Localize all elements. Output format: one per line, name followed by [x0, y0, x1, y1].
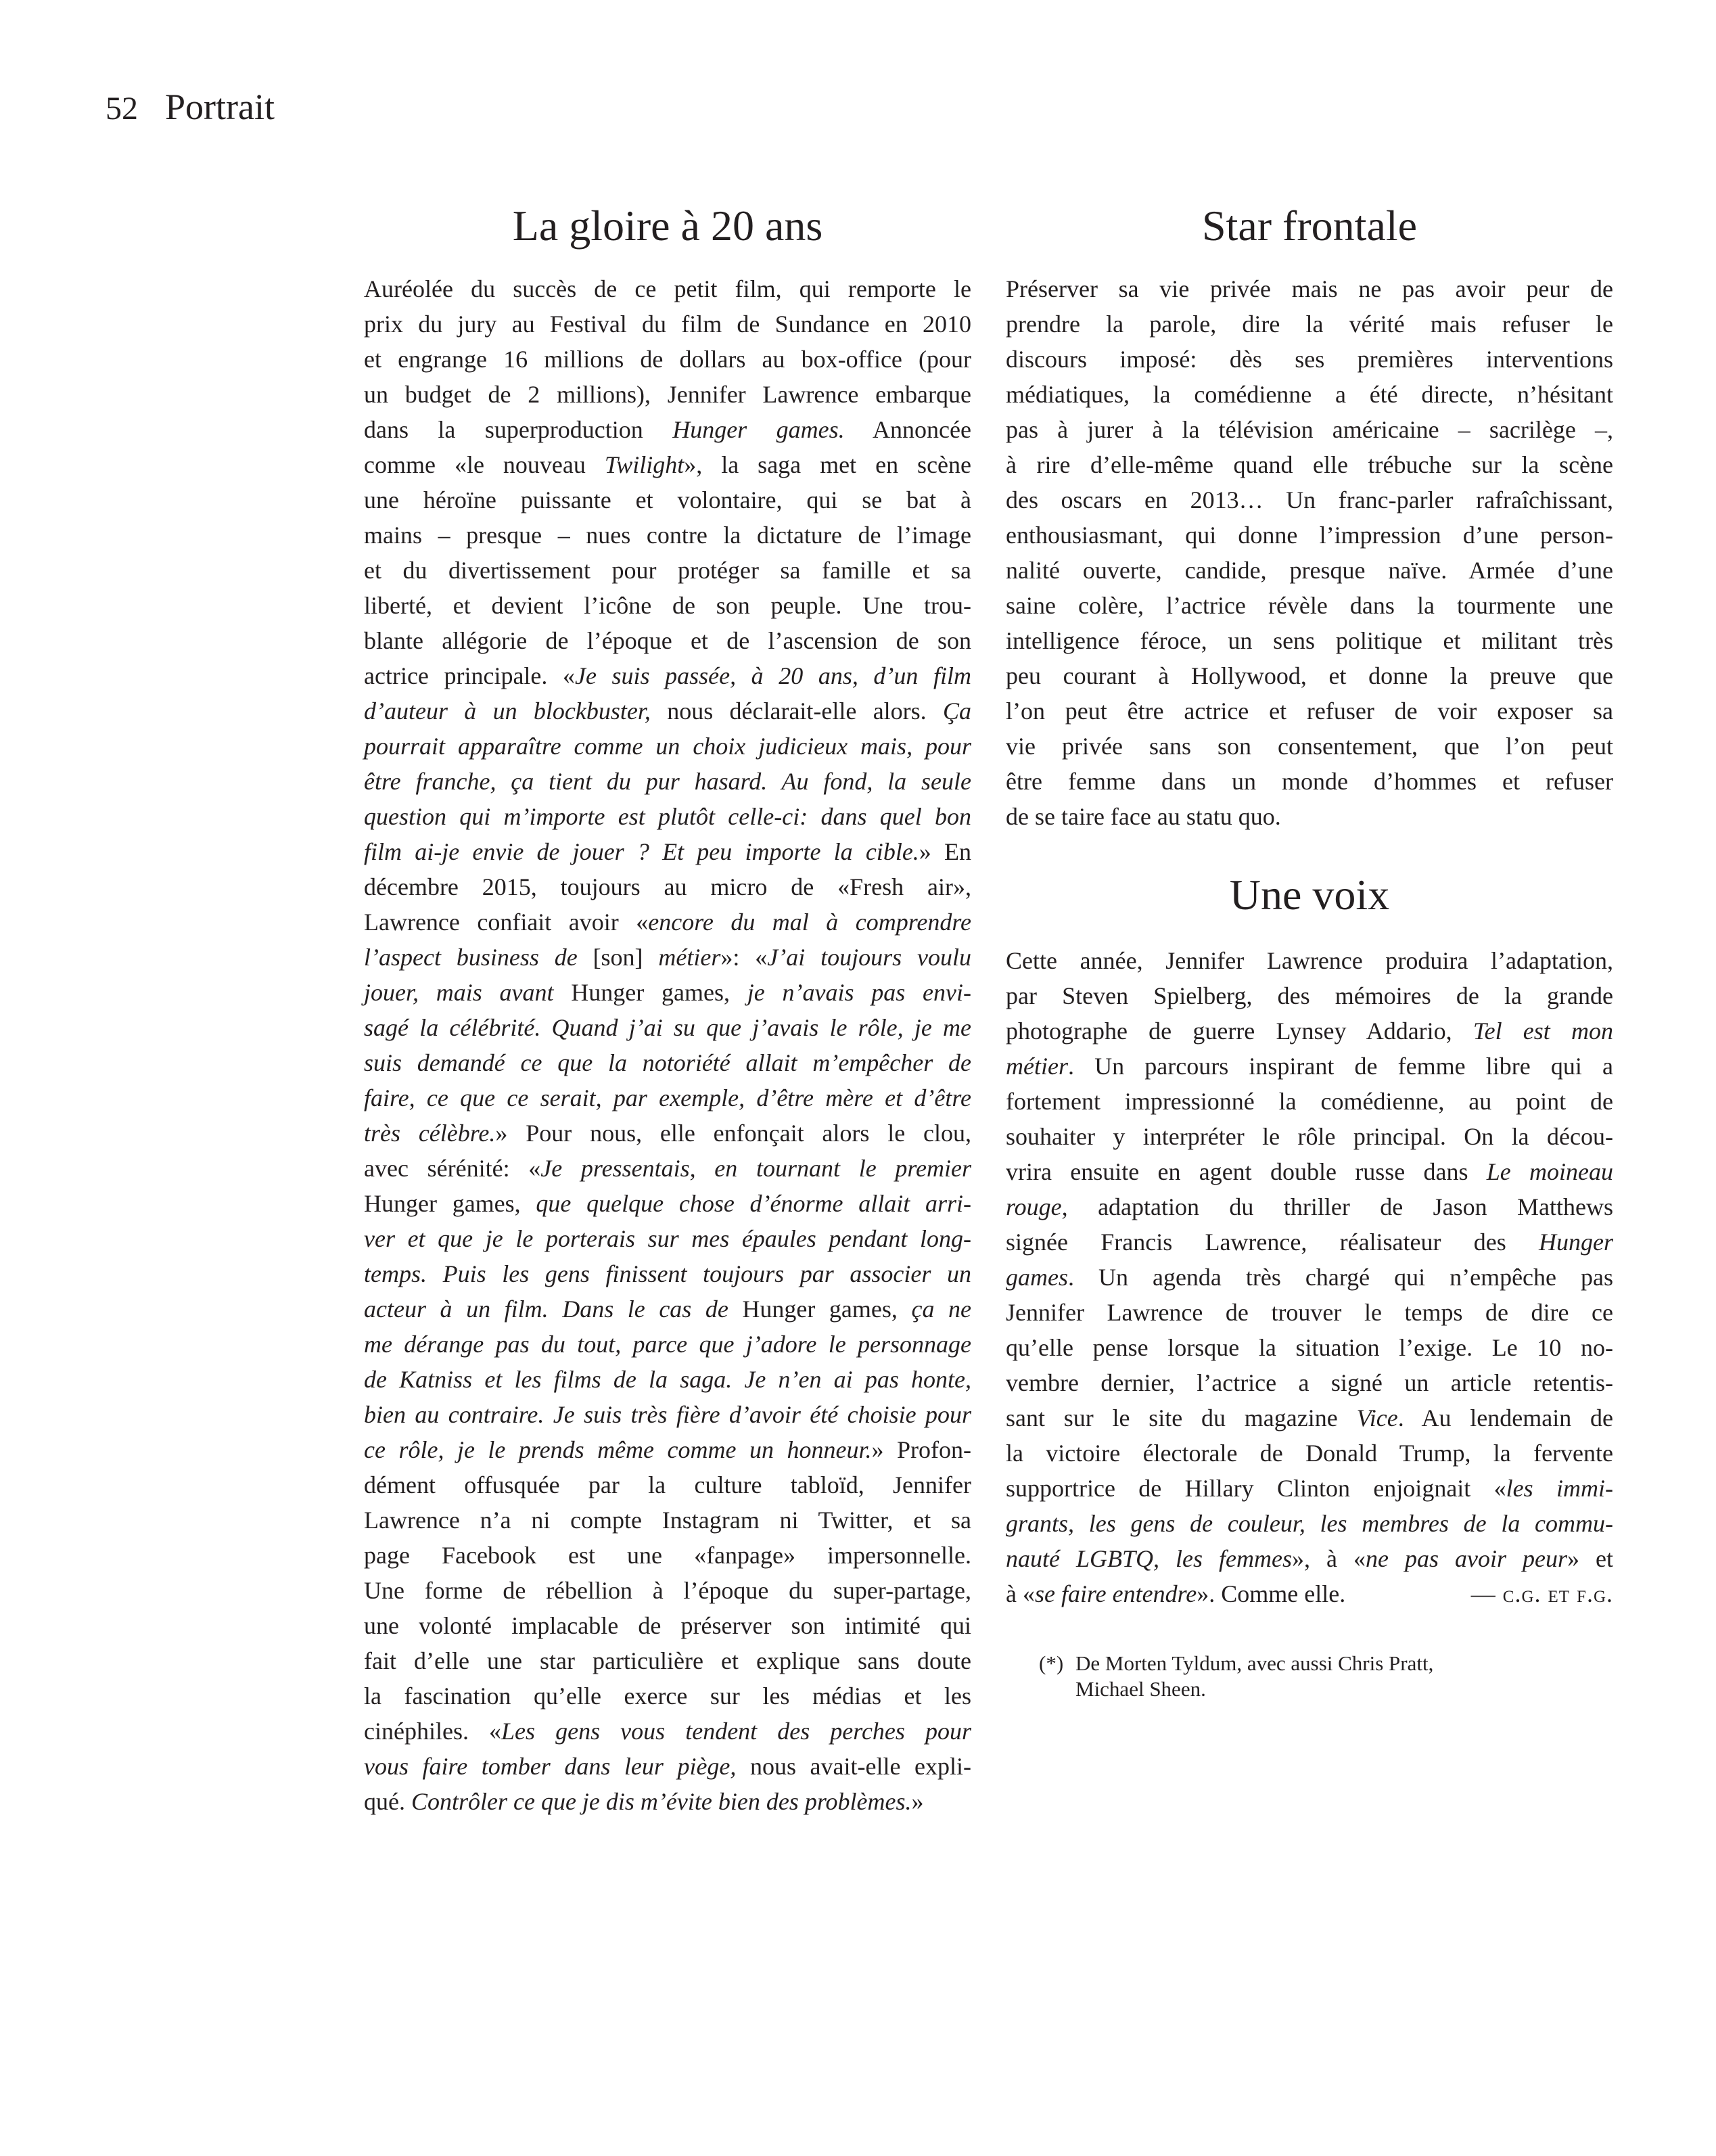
heading-la-gloire-a-20-ans: La gloire à 20 ans — [512, 202, 823, 250]
text-line: et engrange 16 millions de dollars au box-office (pour — [364, 346, 971, 373]
text-line: métier. Un parcours inspirant de femme libre qui a — [1006, 1053, 1613, 1080]
text-line: très célèbre.» Pour nous, elle enfonçait alors le clou, — [364, 1120, 971, 1147]
text-line: être franche, ça tient du pur hasard. Au fond, la seule — [364, 768, 971, 795]
page-number: 52 — [106, 91, 138, 127]
text-line: mains – presque – nues contre la dictature de l’image — [364, 522, 971, 549]
text-line: Jennifer Lawrence de trouver le temps de dire ce — [1006, 1299, 1613, 1326]
author-signature: — c.g. et f.g. — [1470, 1580, 1613, 1607]
text-line: des oscars en 2013… Un franc-parler rafraîchissant, — [1006, 486, 1613, 513]
text-line: nalité ouverte, candide, presque naïve. Armée d’une — [1006, 557, 1613, 584]
text-line: de se taire face au statu quo. — [1006, 803, 1281, 830]
footnote — [1039, 1651, 1512, 1702]
text-line: de Katniss et les films de la saga. Je n’en ai pas honte, — [364, 1366, 971, 1393]
text-line: Auréolée du succès de ce petit film, qui remporte le — [364, 275, 971, 302]
text-line: signée Francis Lawrence, réalisateur des Hunger — [1006, 1229, 1613, 1256]
text-line: suis demandé ce que la notoriété allait m’empêcher de — [364, 1049, 971, 1076]
text-line: souhaiter y interpréter le rôle principal. On la décou- — [1006, 1123, 1613, 1150]
text-line: liberté, et devient l’icône de son peuple. Une trou- — [364, 592, 971, 619]
text-line: games. Un agenda très chargé qui n’empêche pas — [1006, 1264, 1613, 1291]
footnote-line: Michael Sheen. — [1075, 1677, 1206, 1701]
text-line: prendre la parole, dire la vérité mais refuser le — [1006, 311, 1613, 338]
text-line: cinéphiles. «Les gens vous tendent des perches pour — [364, 1718, 971, 1745]
footnote-marker: (*) — [1039, 1651, 1064, 1675]
text-line: nauté LGBTQ, les femmes», à «ne pas avoir peur» et — [1006, 1545, 1613, 1572]
article-body-une-voix — [1006, 943, 1613, 1576]
text-line: pourrait apparaître comme un choix judicieux mais, pour — [364, 733, 971, 760]
text-line: médiatiques, la comédienne a été directe, n’hésitant — [1006, 381, 1613, 408]
text-line: l’on peut être actrice et refuser de voir exposer sa — [1006, 697, 1613, 725]
text-line: un budget de 2 millions), Jennifer Lawrence embarque — [364, 381, 971, 408]
text-line: dans la superproduction Hunger games. Annoncée — [364, 416, 971, 443]
text-line: page Facebook est une «fanpage» impersonnelle. — [364, 1542, 971, 1569]
text-line: et du divertissement pour protéger sa famille et sa — [364, 557, 971, 584]
text-line: ce rôle, je le prends même comme un honneur.» Profon- — [364, 1436, 971, 1463]
article-body-la-gloire — [364, 271, 971, 1819]
text-line: question qui m’importe est plutôt celle-ci: dans quel bon — [364, 803, 971, 830]
text-line: une héroïne puissante et volontaire, qui se bat à — [364, 486, 971, 513]
text-line: qu’elle pense lorsque la situation l’exige. Le 10 no- — [1006, 1334, 1613, 1361]
section-title: Portrait — [165, 87, 275, 127]
text-line: qué. Contrôler ce que je dis m’évite bien des problèmes.» — [364, 1788, 924, 1815]
text-line: vembre dernier, l’actrice a signé un article retentis- — [1006, 1369, 1613, 1396]
text-line: blante allégorie de l’époque et de l’ascension de son — [364, 627, 971, 654]
text-line: enthousiasmant, qui donne l’impression d’une person- — [1006, 522, 1613, 549]
text-line: la victoire électorale de Donald Trump, la fervente — [1006, 1440, 1613, 1467]
text-line: sant sur le site du magazine Vice. Au lendemain de — [1006, 1404, 1613, 1431]
text-line: vie privée sans son consentement, que l’on peut — [1006, 733, 1613, 760]
footnote-line: De Morten Tyldum, avec aussi Chris Pratt, — [1075, 1651, 1434, 1675]
text-line: une volonté implacable de préserver son intimité qui — [364, 1612, 971, 1639]
text-line: pas à jurer à la télévision américaine – sacrilège –, — [1006, 416, 1613, 443]
text-line: sagé la célébrité. Quand j’ai su que j’avais le rôle, je me — [364, 1014, 971, 1041]
text-line: fortement impressionné la comédienne, au point de — [1006, 1088, 1613, 1115]
text-line: fait d’elle une star particulière et explique sans doute — [364, 1647, 971, 1674]
text-line: ver et que je le porterais sur mes épaules pendant long- — [364, 1225, 971, 1252]
text-line: acteur à un film. Dans le cas de Hunger games, ça ne — [364, 1295, 971, 1323]
closing-text: à «se faire entendre». Comme elle. — [1006, 1580, 1346, 1607]
closing-line — [1006, 1576, 1613, 1611]
text-line: photographe de guerre Lynsey Addario, Tel est mon — [1006, 1017, 1613, 1045]
text-line: vous faire tomber dans leur piège, nous avait-elle expli- — [364, 1753, 972, 1780]
text-line: temps. Puis les gens finissent toujours par associer un — [364, 1260, 971, 1287]
heading-star-frontale: Star frontale — [1201, 202, 1418, 250]
text-line: faire, ce que ce serait, par exemple, d’être mère et d’être — [364, 1084, 971, 1111]
text-line: rouge, adaptation du thriller de Jason Matthews — [1006, 1193, 1613, 1220]
text-line: être femme dans un monde d’hommes et refuser — [1006, 768, 1613, 795]
text-line: intelligence féroce, un sens politique et militant très — [1006, 627, 1613, 654]
text-line: l’aspect business de [son] métier»: «J’ai toujours voulu — [364, 944, 971, 971]
text-line: discours imposé: dès ses premières interventions — [1006, 346, 1613, 373]
text-line: d’auteur à un blockbuster, nous déclarait-elle alors. Ça — [364, 697, 971, 725]
text-line: avec sérénité: «Je pressentais, en tournant le premier — [364, 1155, 972, 1182]
text-line: Cette année, Jennifer Lawrence produira l’adaptation, — [1006, 947, 1613, 974]
text-line: dément offusquée par la culture tabloïd, Jennifer — [364, 1471, 971, 1498]
text-line: à rire d’elle-même quand elle trébuche sur la scène — [1006, 451, 1613, 478]
text-line: bien au contraire. Je suis très fière d’avoir été choisie pour — [364, 1401, 971, 1428]
text-line: actrice principale. «Je suis passée, à 20 ans, d’un film — [364, 662, 971, 689]
text-line: Lawrence confiait avoir «encore du mal à comprendre — [364, 909, 972, 936]
article-body-star-frontale — [1006, 271, 1613, 834]
text-line: prix du jury au Festival du film de Sundance en 2010 — [364, 311, 971, 338]
running-head — [106, 85, 275, 131]
text-line: jouer, mais avant Hunger games, je n’avais pas envi- — [364, 979, 971, 1006]
heading-une-voix: Une voix — [1229, 871, 1390, 919]
text-line: Lawrence n’a ni compte Instagram ni Twitter, et sa — [364, 1507, 971, 1534]
text-line: vrira ensuite en agent double russe dans Le moineau — [1006, 1158, 1613, 1185]
text-line: Une forme de rébellion à l’époque du super-partage, — [364, 1577, 971, 1604]
text-line: comme «le nouveau Twilight», la saga met en scène — [364, 451, 971, 478]
text-line: Hunger games, que quelque chose d’énorme allait arri- — [364, 1190, 972, 1217]
text-line: par Steven Spielberg, des mémoires de la grande — [1006, 982, 1613, 1009]
text-line: supportrice de Hillary Clinton enjoignait «les immi- — [1006, 1475, 1613, 1502]
text-line: Préserver sa vie privée mais ne pas avoir peur de — [1006, 275, 1613, 302]
text-line: peu courant à Hollywood, et donne la preuve que — [1006, 662, 1613, 689]
text-line: grants, les gens de couleur, les membres de la commu- — [1006, 1510, 1613, 1537]
text-line: saine colère, l’actrice révèle dans la tourmente une — [1006, 592, 1613, 619]
text-line: la fascination qu’elle exerce sur les médias et les — [364, 1682, 971, 1710]
text-line: me dérange pas du tout, parce que j’adore le personnage — [364, 1331, 971, 1358]
text-line: film ai-je envie de jouer ? Et peu importe la cible.» En — [364, 838, 971, 865]
text-line: décembre 2015, toujours au micro de «Fresh air», — [364, 873, 971, 900]
